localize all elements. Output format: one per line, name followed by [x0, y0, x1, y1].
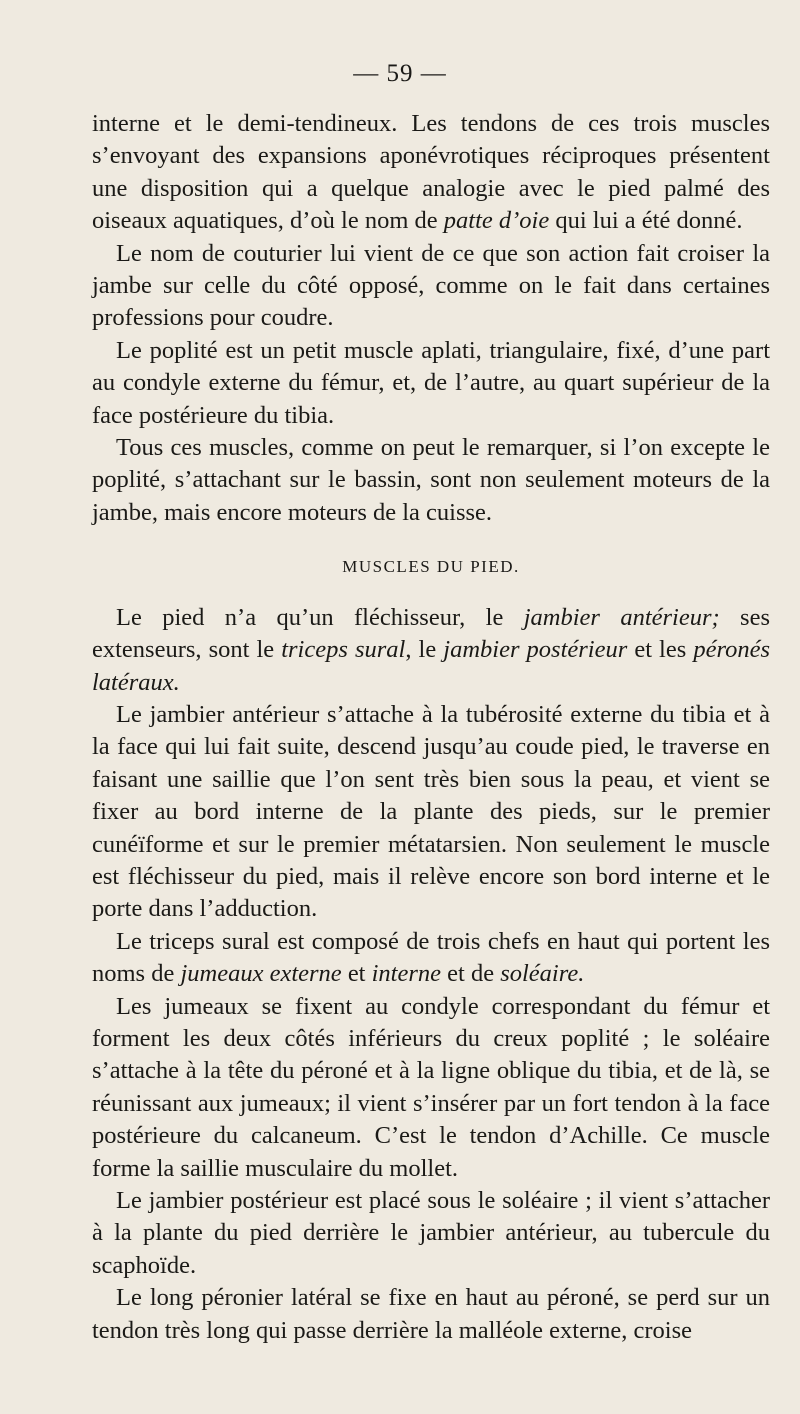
text-run: et les [627, 636, 694, 664]
paragraphs-bottom [92, 602, 770, 1347]
text-run: , le [405, 636, 444, 664]
text-run: interne et le demi-tendineux. Les tendons de ces trois muscles s’envoyant des expansions aponévrotiques réciproques présentent une disposition qui a quelque analogie avec le pied palmé des oiseaux aquatiques, d’où le nom de [92, 110, 770, 235]
paragraph [92, 108, 770, 238]
text-run: Le nom de couturier lui vient de ce que son action fait croiser la jambe sur celle du côté opposé, comme on le fait dans certaines professions pour coudre. [92, 239, 770, 332]
paragraphs-top [92, 108, 770, 529]
italic-term: interne [371, 960, 442, 988]
paragraph [92, 335, 770, 432]
paragraph [92, 1185, 770, 1282]
text-run: Le long péronier latéral se fixe en haut au péroné, se perd sur un tendon très long qui passe derrière la malléole externe, croise [92, 1284, 770, 1344]
italic-term: triceps sural [281, 636, 406, 664]
paragraph [92, 238, 770, 335]
italic-term: péronés latéraux. [92, 636, 770, 696]
text-run: Le jambier antérieur s’attache à la tubérosité externe du tibia et à la face qui lui fait suite, descend jusqu’au coude pied, le traverse en faisant une saillie que l’on sent très bien sous la peau, et vient se fixer au bord interne de la plante des pieds, sur le premier cunéïforme et sur le premier métatarsien. Non seulement le muscle est fléchisseur du pied, mais il relève encore son bord interne et le porte dans l’adduction. [92, 700, 770, 923]
text-run: Tous ces muscles, comme on peut le remarquer, si l’on excepte le poplité, s’attachant sur le bassin, sont non seulement moteurs de la jambe, mais encore moteurs de la cuisse. [92, 434, 770, 526]
paragraph [92, 432, 770, 529]
text-run: qui lui a été donné. [549, 207, 743, 235]
paragraph [92, 926, 770, 991]
text-run: Le triceps sural est composé de trois chefs en haut qui portent les noms de [92, 927, 770, 988]
page-number: — 59 — [353, 60, 447, 87]
italic-term: jambier antérieur; [523, 603, 720, 631]
section-heading: MUSCLES DU PIED. [342, 557, 520, 577]
text-run: Le poplité est un petit muscle aplati, triangulaire, fixé, d’une part au condyle externe du fémur, et, de l’autre, au quart supérieur de la face postérieure du tibia. [92, 336, 770, 429]
italic-term: patte d’oie [443, 207, 550, 235]
paragraph [92, 991, 770, 1185]
text-run: Le jambier postérieur est placé sous le soléaire ; il vient s’attacher à la plante du pied derrière le jambier antérieur, au tubercule du scaphoïde. [92, 1187, 770, 1279]
body-text [92, 108, 770, 1347]
paragraph [92, 699, 770, 926]
paragraph [92, 1282, 770, 1347]
paragraph [92, 602, 770, 699]
text-run: et [341, 960, 372, 988]
italic-term: soléaire. [500, 960, 585, 988]
italic-term: jambier postérieur [443, 636, 628, 664]
text-run: Les jumeaux se fixent au condyle correspondant du fémur et forment les deux côtés inférieurs du creux poplité ; le soléaire s’attache à la tête du péroné et à la ligne oblique du tibia, et de là, se réunissant aux jumeaux; il vient s’insérer par un fort tendon à la face postérieure du calcaneum. C’est le tendon d’Achille. Ce muscle forme la saillie musculaire du mollet. [92, 992, 770, 1182]
text-run: et de [441, 960, 501, 988]
text-run: ses extenseurs, sont le [92, 603, 770, 664]
text-run: Le pied n’a qu’un fléchisseur, le [116, 603, 524, 631]
italic-term: jumeaux externe [180, 960, 342, 988]
